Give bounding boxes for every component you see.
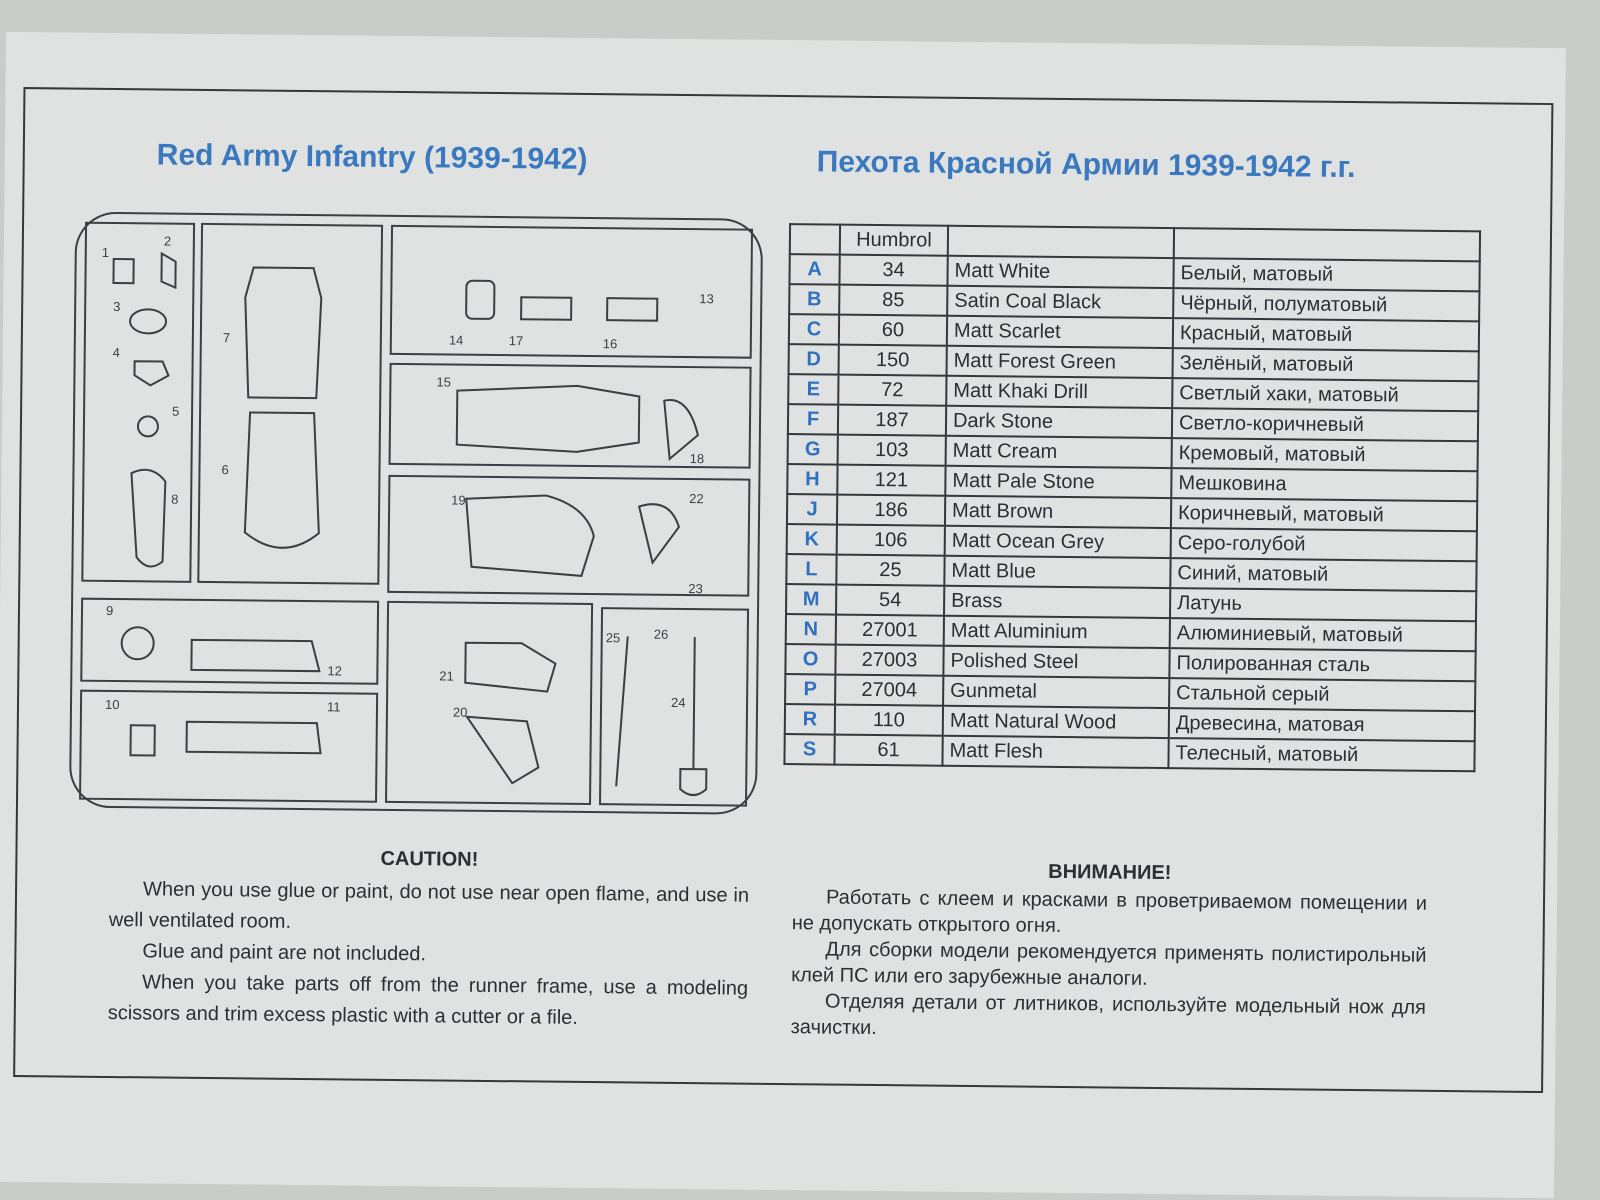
paint-letter: D: [789, 344, 839, 375]
part-number: 4: [112, 344, 121, 361]
humbrol-code: 25: [836, 555, 944, 586]
part-number: 12: [327, 663, 342, 679]
vnimanie-heading: ВНИМАНИЕ!: [1048, 860, 1172, 885]
paint-name-english: Matt Ocean Grey: [945, 526, 1171, 558]
part-number: 13: [699, 291, 714, 307]
paint-letter: N: [786, 614, 836, 645]
sprue-drawing: [68, 211, 774, 818]
part-outline: [521, 297, 571, 320]
part-outline: [465, 495, 594, 576]
paint-letter: M: [786, 584, 836, 615]
paint-letter: G: [788, 434, 838, 465]
paint-table: [783, 223, 1481, 772]
humbrol-code: 34: [839, 255, 947, 286]
paint-name-english: Gunmetal: [943, 676, 1169, 708]
paint-name-english: Matt Pale Stone: [945, 466, 1171, 498]
paint-letter: S: [784, 734, 834, 765]
paint-name-english: Matt Natural Wood: [943, 706, 1169, 738]
paint-name-english: Polished Steel: [943, 646, 1169, 678]
paint-name-english: Matt Forest Green: [947, 346, 1173, 378]
parts-sprue-diagram: [68, 211, 774, 818]
paint-name-english: Matt White: [947, 256, 1173, 288]
paint-name-russian: Красный, матовый: [1173, 318, 1479, 351]
part-number: 3: [113, 299, 121, 315]
paint-name-russian: Мешковина: [1171, 468, 1477, 501]
part-outline: [122, 627, 154, 659]
paint-letter: E: [788, 374, 838, 405]
header-humbrol: Humbrol: [840, 225, 948, 256]
humbrol-code: 186: [837, 495, 945, 526]
paint-letter: C: [789, 314, 839, 345]
paint-letter: R: [785, 704, 835, 735]
part-outline: [138, 416, 158, 436]
paint-name-russian: Древесина, матовая: [1169, 708, 1475, 741]
sprue-cell: [386, 602, 592, 804]
part-number: 10: [104, 696, 120, 713]
part-number: 24: [671, 694, 686, 711]
part-outline: [693, 637, 694, 769]
paint-name-english: Matt Blue: [944, 556, 1170, 588]
caution-paragraph: When you use glue or paint, do not use near open flame, and use in well ventilated room.: [108, 878, 750, 933]
paint-name-russian: Телесный, матовый: [1168, 738, 1474, 771]
part-outline: [191, 640, 319, 671]
paint-name-english: Satin Coal Black: [947, 286, 1173, 318]
part-number: 1: [101, 244, 110, 260]
paint-name-russian: Полированная сталь: [1169, 648, 1475, 681]
part-number: 19: [451, 492, 466, 508]
part-number: 17: [508, 333, 524, 349]
paint-letter: J: [787, 494, 837, 525]
vnimanie-block: [791, 856, 1428, 1047]
humbrol-code: 27004: [835, 675, 943, 706]
humbrol-code: 27003: [835, 645, 943, 676]
paint-table-body: [784, 254, 1479, 771]
paint-letter: B: [789, 284, 839, 315]
caution-heading: CAUTION!: [380, 847, 479, 871]
humbrol-code: 27001: [836, 615, 944, 646]
part-outline: [130, 725, 154, 755]
title-russian: Пехота Красной Армии 1939-1942 г.г.: [816, 145, 1356, 185]
part-number: 7: [222, 330, 231, 346]
part-outline: [457, 385, 640, 453]
vnimanie-paragraph: Работать с клеем и красками в проветриваемом помещении и не допускать открытого огня.: [791, 886, 1428, 937]
humbrol-code: 103: [838, 435, 946, 466]
paint-name-russian: Чёрный, полуматовый: [1173, 288, 1479, 321]
part-outline: [130, 309, 166, 333]
paint-name-russian: Зелёный, матовый: [1173, 348, 1479, 381]
part-outline: [244, 267, 321, 398]
caution-paragraph: When you take parts off from the runner frame, use a modeling scissors and trim excess plastic with a cutter or a file.: [107, 971, 749, 1029]
header-letter: [790, 224, 840, 255]
paint-name-english: Matt Brown: [945, 496, 1171, 528]
part-outline: [616, 636, 628, 786]
humbrol-code: 54: [836, 585, 944, 616]
part-number: 8: [171, 491, 179, 507]
humbrol-code: 106: [837, 525, 945, 556]
instruction-sheet: [0, 32, 1566, 1198]
part-outline: [130, 470, 165, 567]
paint-letter: H: [787, 464, 837, 495]
sprue-cell: [391, 226, 752, 358]
caution-block: [108, 841, 750, 1036]
paint-name-english: Matt Flesh: [942, 736, 1168, 768]
paint-name-russian: Алюминиевый, матовый: [1170, 618, 1476, 651]
part-outline: [466, 281, 494, 319]
paint-letter: A: [789, 254, 839, 285]
caution-paragraph: Glue and paint are not included.: [142, 940, 427, 966]
paint-name-english: Matt Cream: [946, 436, 1172, 468]
title-english: Red Army Infantry (1939-1942): [156, 138, 588, 176]
paint-name-english: Matt Scarlet: [947, 316, 1173, 348]
part-outline: [466, 717, 539, 784]
sprue-cell: [198, 224, 382, 584]
part-outline: [245, 412, 320, 548]
paint-name-english: Matt Aluminium: [944, 616, 1170, 648]
part-outline: [680, 769, 706, 795]
sprue-outer-frame: [70, 213, 762, 814]
part-outline: [607, 298, 657, 321]
part-number: 23: [688, 581, 703, 597]
part-number: 20: [452, 704, 468, 720]
part-number: 2: [163, 233, 172, 249]
part-outline: [113, 259, 133, 283]
humbrol-code: 187: [838, 405, 946, 436]
paint-row: [784, 734, 1474, 771]
vnimanie-paragraph: Для сборки модели рекомендуется применять полистирольный клей ПС или его зарубежные аналоги.: [791, 938, 1427, 990]
humbrol-code: 110: [835, 705, 943, 736]
paint-name-russian: Кремовый, матовый: [1172, 438, 1478, 471]
paint-name-russian: Светлый хаки, матовый: [1172, 378, 1478, 411]
humbrol-code: 72: [838, 375, 946, 406]
paint-name-russian: Латунь: [1170, 588, 1476, 621]
part-number: 18: [689, 451, 705, 467]
paint-letter: K: [787, 524, 837, 555]
paint-name-english: Matt Khaki Drill: [946, 376, 1172, 408]
sprue-cell: [82, 223, 194, 582]
paint-name-russian: Серо-голубой: [1171, 528, 1477, 561]
part-outline: [465, 643, 555, 692]
paint-letter: P: [785, 674, 835, 705]
part-number: 16: [602, 336, 618, 352]
part-number: 22: [689, 491, 704, 507]
part-number: 6: [221, 462, 229, 478]
part-outline: [187, 722, 321, 753]
paint-letter: F: [788, 404, 838, 435]
paint-letter: L: [786, 554, 836, 585]
part-number: 15: [436, 374, 451, 390]
part-number: 5: [172, 403, 180, 419]
part-number: 21: [439, 668, 454, 684]
part-number: 14: [448, 332, 464, 348]
paint-name-english: Dark Stone: [946, 406, 1172, 438]
part-outline: [639, 504, 680, 563]
part-number: 25: [605, 630, 621, 646]
paint-name-russian: Синий, матовый: [1170, 558, 1476, 591]
part-number: 11: [326, 699, 341, 715]
part-number: 26: [653, 626, 669, 642]
humbrol-code: 61: [834, 735, 942, 766]
humbrol-code: 85: [839, 285, 947, 316]
humbrol-code: 150: [839, 345, 947, 376]
header-english: [948, 226, 1174, 258]
humbrol-code: 60: [839, 315, 947, 346]
paint-name-russian: Белый, матовый: [1173, 258, 1479, 291]
paint-name-russian: Светло-коричневый: [1172, 408, 1478, 441]
part-outline: [134, 361, 168, 385]
part-number: 9: [105, 602, 114, 619]
header-russian: [1174, 228, 1480, 261]
vnimanie-paragraph: Отделяя детали от литников, используйте модельный нож для зачистки.: [790, 990, 1427, 1040]
paint-letter: O: [785, 644, 835, 675]
humbrol-code: 121: [837, 465, 945, 496]
paint-name-russian: Стальной серый: [1169, 678, 1475, 711]
paint-name-english: Brass: [944, 586, 1170, 618]
paint-name-russian: Коричневый, матовый: [1171, 498, 1477, 531]
part-outline: [161, 254, 175, 288]
